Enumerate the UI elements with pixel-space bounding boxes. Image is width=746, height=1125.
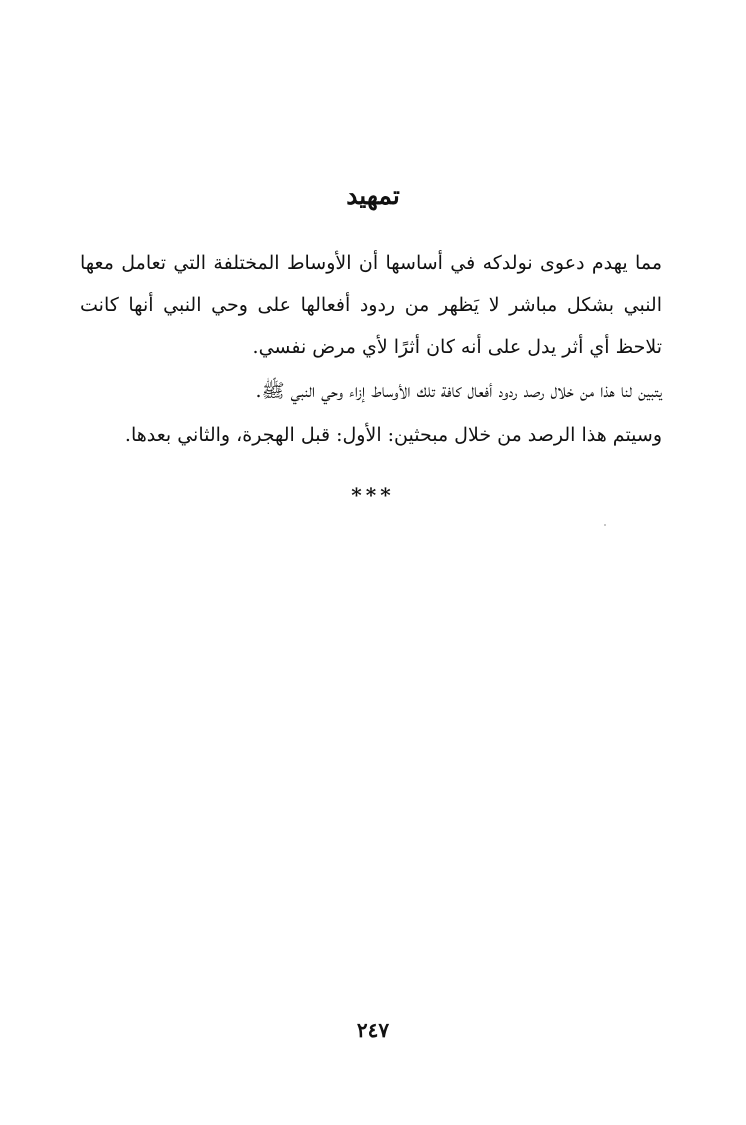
- paragraph-2: يتبين لنا هذا من خلال رصد ردود أفعال كافة تلك الأوساط إزاء وحي النبي ﷺ.: [255, 380, 662, 402]
- paragraph-1: مما يهدم دعوى نولدكه في أساسها أن الأوساط المختلفة التي تعامل معها النبي بشكل مباشر لا يَظهر من ردود أفعالها على وحي النبي أنها كانت تلاحظ أي أثر يدل على أنه كان أثرًا لأي مرض نفسي.: [80, 252, 662, 358]
- paragraph-3: وسيتم هذا الرصد من خلال مبحثين: الأول: قبل الهجرة، والثاني بعدها.: [124, 424, 662, 446]
- scan-speck: [604, 524, 606, 526]
- section-separator: ***: [351, 483, 395, 507]
- body-text: [80, 242, 662, 456]
- page-number: ٢٤٧: [356, 1018, 390, 1042]
- section-heading: تمهيد: [346, 181, 400, 210]
